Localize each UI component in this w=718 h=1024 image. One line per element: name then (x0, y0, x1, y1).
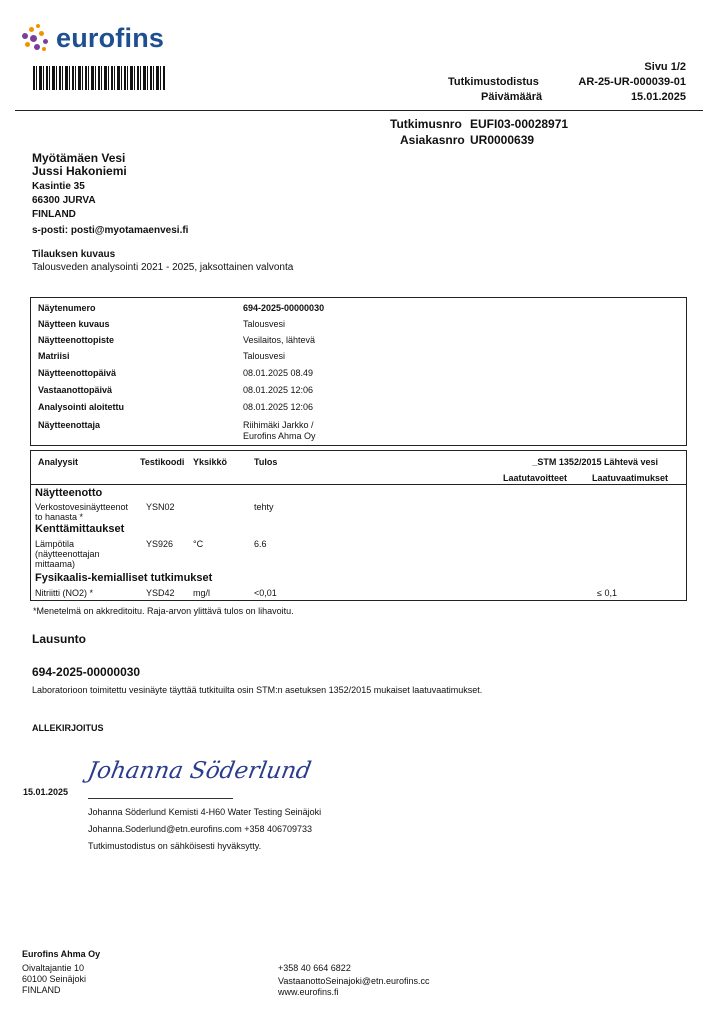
section-title: Fysikaalis-kemialliset tutkimukset (35, 572, 213, 584)
sample-row-value: Talousvesi (243, 351, 286, 361)
analysis-name: Lämpötila (35, 539, 75, 549)
sample-row-label: Näytteenottopäivä (38, 368, 117, 378)
sample-row-value: 08.01.2025 12:06 (243, 385, 314, 395)
sample-row-label: Näytteenottopiste (38, 335, 115, 345)
section-title: Näytteenotto (35, 487, 103, 499)
footer-company: Eurofins Ahma Oy (22, 949, 101, 959)
study-number: EUFI03-00028971 (470, 117, 569, 131)
analysis-unit: °C (193, 539, 204, 549)
analysis-name: mittaama) (35, 559, 76, 569)
signer-info: Johanna Söderlund Kemisti 4-H60 Water Testing Seinäjoki (88, 807, 322, 817)
col-code: Testikoodi (140, 457, 185, 467)
recipient-email: s-posti: posti@myotamaenvesi.fi (32, 225, 189, 236)
analysis-result: 6.6 (254, 539, 267, 549)
analysis-result: <0,01 (254, 588, 277, 598)
recipient-person: Jussi Hakoniemi (32, 164, 127, 178)
analysis-name: to hanasta * (35, 512, 84, 522)
sample-row-value: Talousvesi (243, 319, 286, 329)
handwritten-signature: Johanna Söderlund (85, 758, 314, 784)
signature-date: 15.01.2025 (23, 787, 69, 797)
study-label: Tutkimusnro (390, 117, 462, 131)
footer-website: www.eurofins.fi (278, 987, 339, 997)
col-quality-req: Laatuvaatimukset (592, 473, 669, 483)
customer-number: UR0000639 (470, 133, 535, 147)
footer-phone: +358 40 664 6822 (278, 963, 351, 973)
analysis-unit: mg/l (193, 588, 211, 598)
customer-label: Asiakasnro (400, 133, 465, 147)
sample-row-value: Vesilaitos, lähtevä (243, 335, 316, 345)
approval-note: Tutkimustodistus on sähköisesti hyväksytty. (88, 841, 262, 851)
col-analyses: Analyysit (38, 457, 79, 467)
statement-title: Lausunto (32, 632, 86, 646)
sample-row-value: Riihimäki Jarkko / (243, 420, 314, 430)
signer-contact: Johanna.Soderlund@etn.eurofins.com +358 406709733 (88, 824, 313, 834)
section-title: Kenttämittaukset (35, 523, 125, 535)
signature-line (88, 798, 233, 799)
footer-street: Oivaltajantie 10 (22, 963, 85, 973)
analysis-code: YS926 (146, 539, 174, 549)
eurofins-logo (20, 22, 164, 54)
sample-row-label: Näytteen kuvaus (38, 319, 110, 329)
analysis-name: Nitriitti (NO2) * (35, 588, 93, 598)
logo-dots-icon (20, 23, 50, 53)
order-text: Talousveden analysointi 2021 - 2025, jaksottainen valvonta (32, 262, 294, 273)
recipient-street: Kasintie 35 (32, 181, 85, 192)
report-label: Tutkimustodistus (448, 76, 539, 88)
analysis-name: (näytteenottajan (35, 549, 100, 559)
statement-text: Laboratorioon toimitettu vesinäyte täyttää tutkituilta osin STM:n asetuksen 1352/2015 mukaiset laatuvaatimukset. (32, 685, 483, 695)
analysis-result: tehty (254, 502, 274, 512)
col-standard: _STM 1352/2015 Lähtevä vesi (532, 457, 658, 467)
page-number: Sivu 1/2 (644, 61, 686, 73)
recipient-org: Myötämäen Vesi (32, 151, 126, 165)
col-result: Tulos (254, 457, 278, 467)
sample-row-label: Näytteenottaja (38, 420, 101, 430)
date-label: Päivämäärä (481, 91, 543, 103)
sample-info-box (30, 297, 687, 446)
col-quality-target: Laatutavoitteet (503, 473, 568, 483)
report-date: 15.01.2025 (630, 91, 686, 103)
sample-row-value: 08.01.2025 08.49 (243, 368, 314, 378)
footer-country: FINLAND (22, 985, 61, 995)
footer-email: VastaanottoSeinajoki@etn.eurofins.cc (278, 976, 430, 986)
results-footnote: *Menetelmä on akkreditoitu. Raja-arvon ylittävä tulos on lihavoitu. (33, 606, 294, 616)
sample-row-value: Eurofins Ahma Oy (243, 431, 316, 441)
sample-row-label: Vastaanottopäivä (38, 385, 113, 395)
signature-title: ALLEKIRJOITUS (32, 723, 104, 733)
order-title: Tilauksen kuvaus (32, 249, 116, 260)
analysis-requirement: ≤ 0,1 (597, 588, 617, 598)
recipient-city: 66300 JURVA (32, 195, 96, 206)
report-number: AR-25-UR-000039-01 (578, 76, 686, 88)
analysis-code: YSN02 (146, 502, 175, 512)
results-header-divider (30, 484, 687, 485)
barcode (33, 66, 165, 90)
recipient-country: FINLAND (32, 209, 76, 220)
statement-sample-number: 694-2025-00000030 (32, 665, 141, 679)
sample-row-label: Matriisi (38, 351, 70, 361)
analysis-name: Verkostovesinäytteenot (35, 502, 129, 512)
sample-row-label: Näytenumero (38, 303, 96, 313)
analysis-code: YSD42 (146, 588, 175, 598)
header-divider (15, 110, 703, 111)
logo-wordmark: eurofins (56, 22, 165, 53)
footer-city: 60100 Seinäjoki (22, 974, 87, 984)
sample-row-value: 694-2025-00000030 (243, 303, 325, 313)
sample-row-label: Analysointi aloitettu (38, 402, 125, 412)
sample-row-value: 08.01.2025 12:06 (243, 402, 314, 412)
col-unit: Yksikkö (193, 457, 228, 467)
